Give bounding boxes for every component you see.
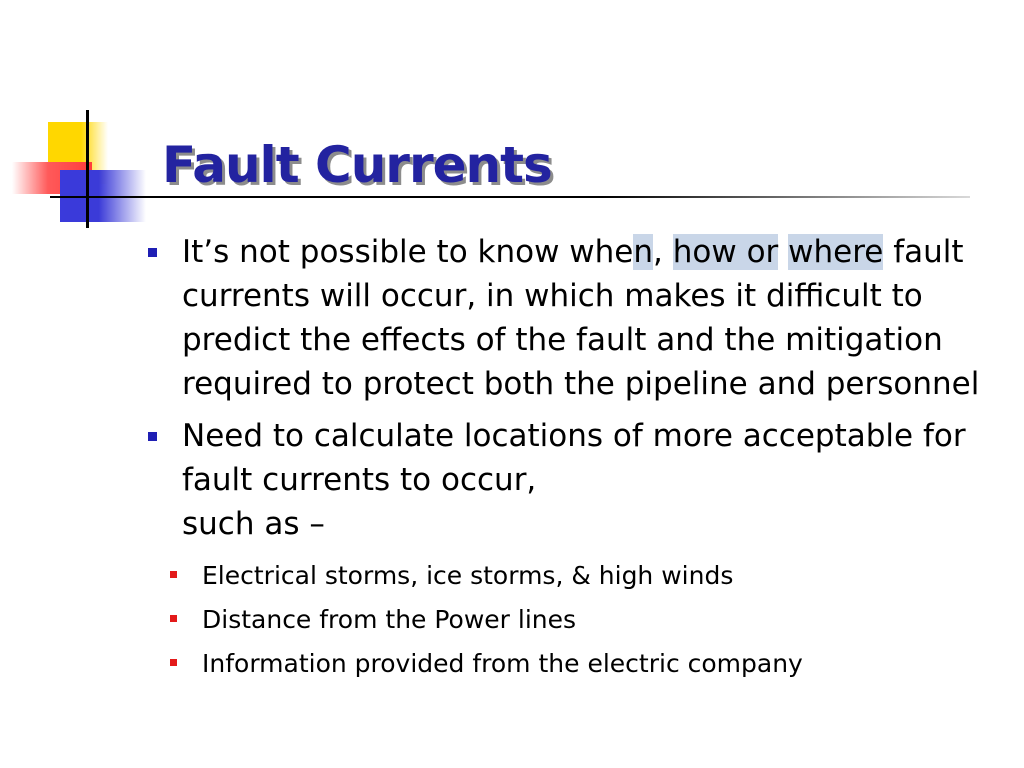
sub-bullet-item (166, 642, 1006, 686)
sub-bullet-item (166, 598, 1006, 642)
highlighted-text: n (633, 234, 654, 270)
bullet-item (146, 414, 1006, 546)
decorative-logo (0, 0, 160, 240)
bullet-text-line1: Need to calculate locations of more acceptable for fault currents to occur, (182, 418, 966, 498)
sub-bullet-text: Electrical storms, ice storms, & high winds (202, 561, 734, 590)
bullet-text-line2: such as – (182, 506, 325, 542)
bullet-list (146, 230, 1006, 546)
highlighted-text: where (788, 234, 884, 270)
highlighted-text: how or (672, 234, 779, 270)
sub-bullet-text: Distance from the Power lines (202, 605, 577, 634)
vertical-rule (86, 110, 89, 228)
sub-bullet-square-icon (170, 615, 177, 622)
bullet-text-rest: fault currents will occur, in which makes it difficult to predict the effects of the fault and the mitigation required to protect both the pipeline and personnel (182, 234, 980, 402)
sub-bullet-item (166, 554, 1006, 598)
sub-bullet-text: Information provided from the electric company (202, 649, 803, 678)
sub-bullet-square-icon (170, 571, 177, 578)
slide-body (146, 230, 1006, 686)
bullet-text-sep: , (653, 234, 673, 270)
bullet-text-space (778, 234, 788, 270)
slide-title: Fault Currents (162, 136, 552, 194)
sub-bullet-square-icon (170, 659, 177, 666)
title-underline (50, 196, 970, 198)
bullet-square-icon (148, 432, 157, 441)
sub-bullet-list (156, 554, 1006, 686)
bullet-square-icon (148, 248, 157, 257)
bullet-text-start: It’s not possible to know whe (182, 234, 634, 270)
bullet-item (146, 230, 1006, 406)
